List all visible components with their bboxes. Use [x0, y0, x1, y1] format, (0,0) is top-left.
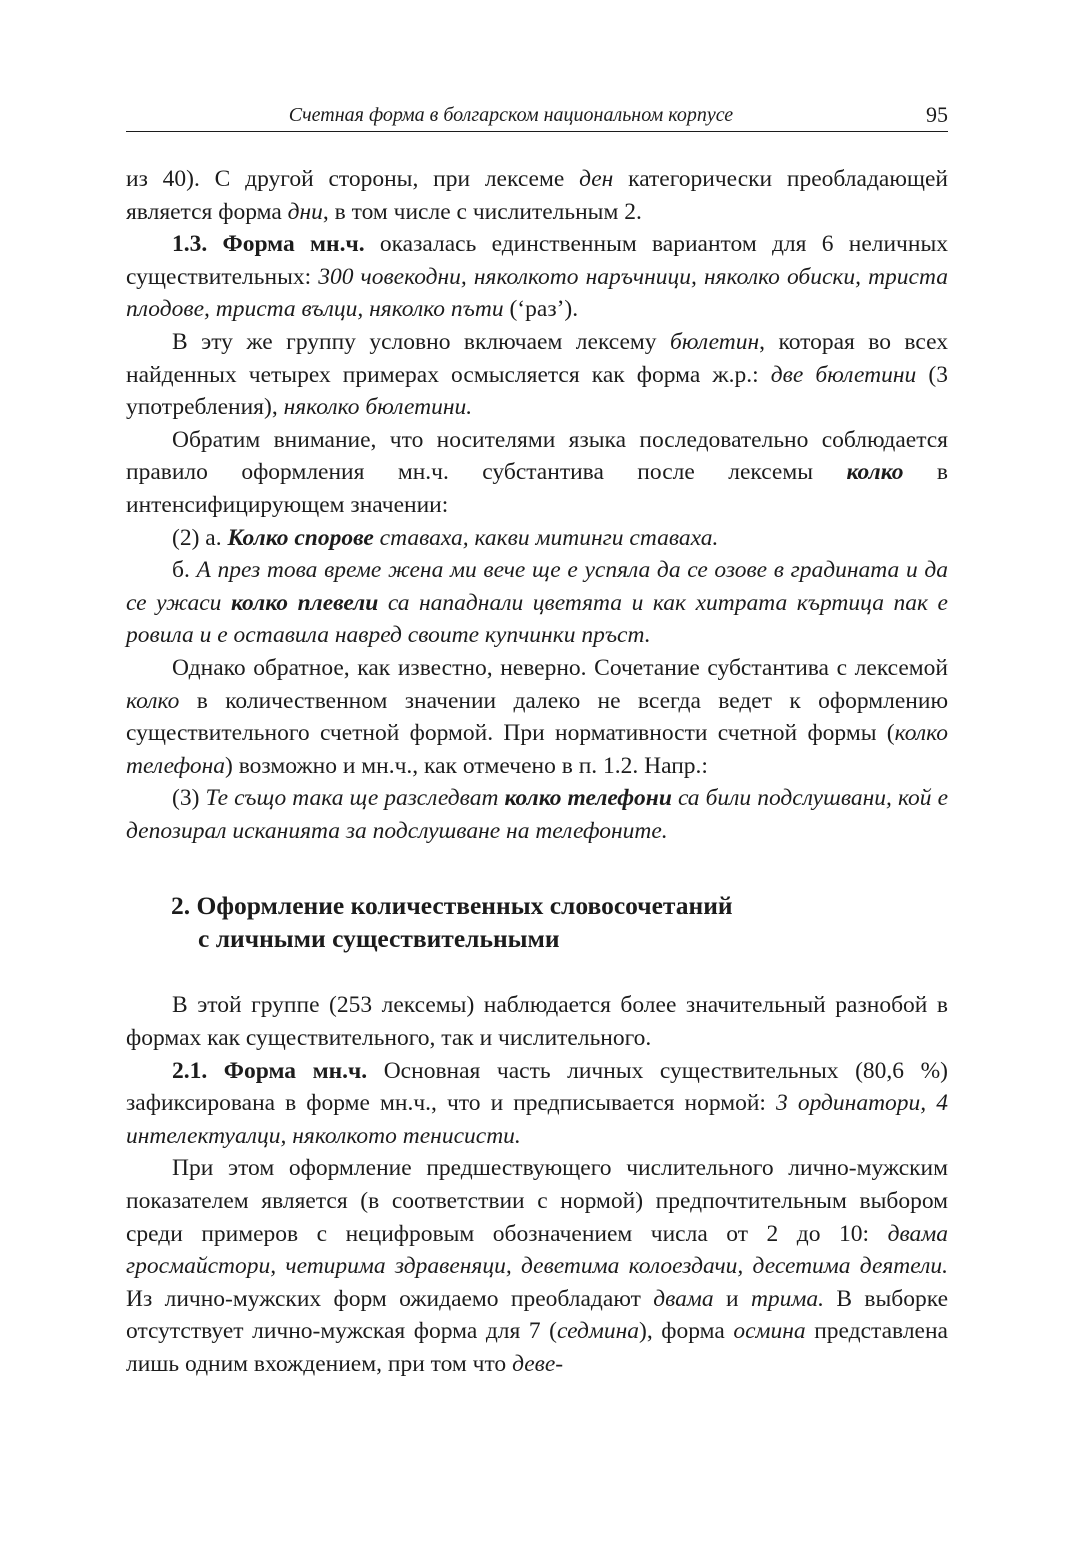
header-rule	[126, 131, 948, 132]
example-2b: б. А през това време жена ми вече ще е успяла да се озове в градината и да се ужаси колко плевели са нападнали цветята и как хитрата къртица пак е ровила и е оставила навред своите купчинки пръст.	[126, 557, 948, 649]
running-head	[126, 100, 948, 130]
example-3: (3) Те също така ще разследват колко телефони са били подслушвани, кой е депозирал исканията за подслушване на телефоните.	[126, 785, 949, 844]
paragraph-kolko-rule: Обратим внимание, что носителями языка последовательно соблюдается правило оформления мн.ч. субстантива после лексемы колко в интенсифицирующем значении:	[126, 426, 948, 518]
paragraph-converse: Однако обратное, как известно, неверно. Сочетание субстантива с лексемой колко в количественном значении далеко не всегда ведет к оформлению существительного счетной формой. При нормативности счетной формы (колко телефона) возможно и мн.ч., как отмечено в п. 1.2. Напр.:	[126, 654, 948, 779]
example-2a: (2) а. Колко спорове ставаха, какви митинги ставаха.	[172, 524, 719, 551]
section-heading	[126, 889, 948, 955]
subsection-label: 2.1. Форма мн.ч.	[172, 1057, 368, 1084]
paragraph-numerals: При этом оформление предшествующего числительного лично-мужским показателем является (в соответствии с нормой) предпочтительным выбором среди примеров с нецифровым обозначением числа от 2 до 10: двама гросмайстори, четирима здравеняци, деветима колоездачи, десетима деятели. Из лично-мужских форм ожидаемо преобладают двама и трима. В выборке отсутствует лично-мужская форма для 7 (седмина), форма осмина представлена лишь одним вхождением, при том что деве-	[126, 1155, 949, 1377]
running-title: Счетная форма в болгарском национальном корпусе	[288, 104, 734, 126]
paragraph-group-253: В этой группе (253 лексемы) наблюдается более значительный разнобой в формах как существительного, так и числительного.	[126, 992, 948, 1052]
page-number: 95	[926, 102, 948, 127]
paragraph-1-3: 1.3. Форма мн.ч. оказалась единственным вариантом для 6 неличных существительных: 300 човекодни, няколкото наръчници, няколко обиски, триста плодове, триста вълци, няколко пъти (‘раз’).	[126, 231, 948, 323]
paragraph-byuletin: В эту же группу условно включаем лексему бюлетин, которая во всех найденных четырех примерах осмысляется как форма ж.р.: две бюлетини (3 употребления), няколко бюлетини.	[126, 328, 948, 421]
body-text	[126, 163, 948, 1381]
paragraph-2-1: 2.1. Форма мн.ч. Основная часть личных существительных (80,6 %) зафиксирована в форме мн.ч., что и предписывается нормой: 3 ординатори, 4 интелектуалци, няколкото тенисисти.	[126, 1057, 948, 1149]
section-heading-line-2: с личными существительными	[198, 924, 560, 954]
section-heading-line-1: 2. Оформление количественных словосочетаний	[171, 891, 733, 921]
subsection-label: 1.3. Форма мн.ч.	[172, 231, 365, 258]
paragraph-1: из 40). С другой стороны, при лексеме ден категорически преобладающей является форма дни, в том числе с числительным 2.	[126, 166, 948, 225]
